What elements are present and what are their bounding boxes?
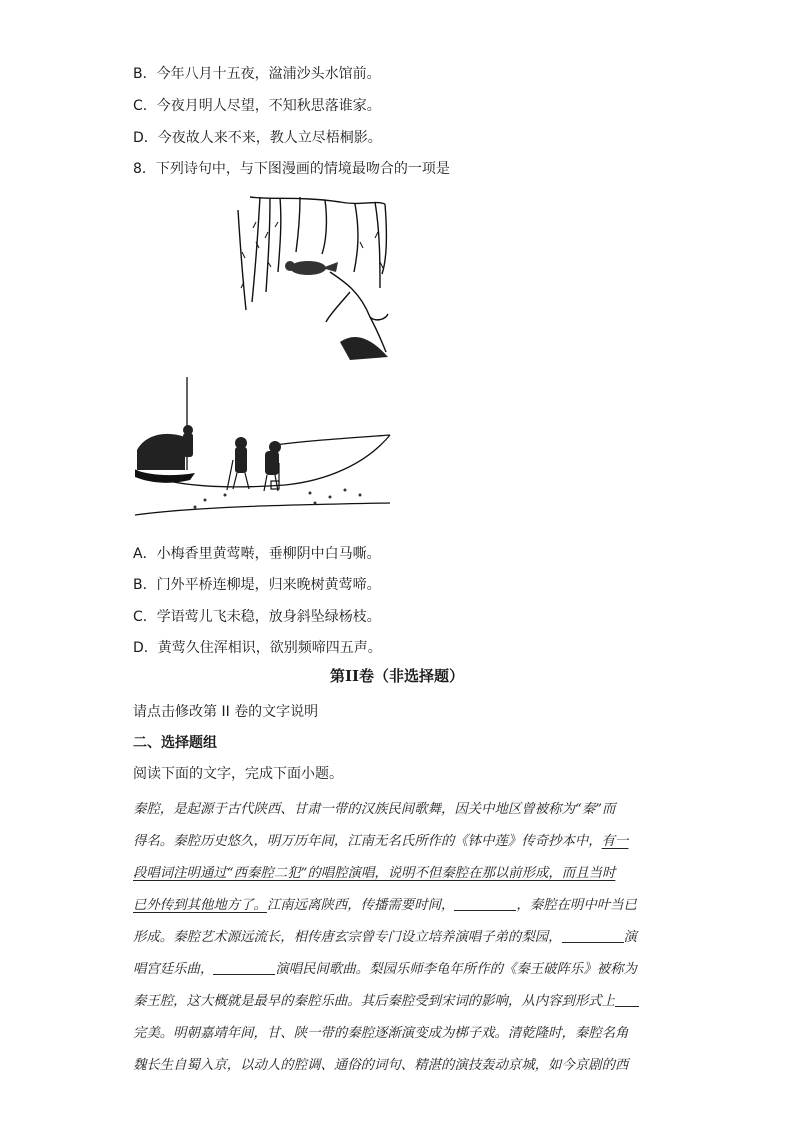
blank-2[interactable]: [562, 928, 624, 943]
underlined-text: 有一: [601, 834, 629, 849]
passage-line-8: 完美。明朝嘉靖年间，甘、陕一带的秦腔逐渐演变成为梆子戏。清乾隆时，秦腔名角: [133, 1026, 629, 1041]
cartoon-travelers-boat: [135, 375, 395, 525]
reading-instruction: 阅读下面的文字，完成下面小题。: [133, 766, 343, 782]
blank-1[interactable]: [454, 896, 516, 911]
reading-passage: [133, 792, 663, 1122]
option-8b: B．门外平桥连柳堤，归来晚树黄莺啼。: [133, 577, 381, 593]
option-7b: B．今年八月十五夜，湓浦沙头水馆前。: [133, 66, 381, 82]
blank-4[interactable]: [615, 992, 639, 1007]
passage-line-4: 已外传到其他地方了。江南远离陕西，传播需要时间， ，秦腔在明中叶当已: [133, 898, 637, 913]
passage-line-2: 得名。秦腔历史悠久，明万历年间，江南无名氏所作的《钵中莲》传奇抄本中，有一: [133, 834, 629, 849]
section-heading: 二、选择题组: [133, 735, 217, 751]
part2-title: 第II卷（非选择题）: [329, 667, 465, 685]
option-8c: C．学语莺儿飞未稳，放身斜坠绿杨枝。: [133, 609, 381, 625]
passage-line-3: 段唱词注明通过“西秦腔二犯”的唱腔演唱，说明不但秦腔在那以前形成，而且当时: [133, 866, 616, 881]
option-7d: D．今夜故人来不来，教人立尽梧桐影。: [133, 130, 382, 146]
blank-3[interactable]: [213, 960, 275, 975]
question-8-stem: 8．下列诗句中，与下图漫画的情境最吻合的一项是: [133, 161, 450, 177]
passage-line-7: 秦王腔，这大概就是最早的秦腔乐曲。其后秦腔受到宋词的影响，从内容到形式上: [133, 990, 639, 1009]
passage-line-9: 魏长生自蜀入京，以动人的腔调、通俗的词句、精湛的演技轰动京城，如今京剧的西: [133, 1058, 629, 1073]
option-7c: C．今夜月明人尽望，不知秋思落谁家。: [133, 98, 381, 114]
part2-note[interactable]: 请点击修改第 II 卷的文字说明: [133, 704, 319, 720]
option-8d: D．黄莺久住浑相识，欲别频啼四五声。: [133, 640, 382, 656]
cartoon-willow-bird: [230, 192, 390, 362]
passage-line-6: 唱宫廷乐曲， 演唱民间歌曲。梨园乐师李龟年所作的《秦王破阵乐》被称为: [133, 962, 637, 977]
option-8a: A．小梅香里黄莺啭，垂柳阴中白马嘶。: [133, 546, 381, 562]
passage-line-1: 秦腔，是起源于古代陕西、甘肃一带的汉族民间歌舞，因关中地区曾被称为“秦”而: [133, 802, 616, 817]
passage-line-5: 形成。秦腔艺术源远流长，相传唐玄宗曾专门设立培养演唱子弟的梨园， 演: [133, 930, 637, 945]
